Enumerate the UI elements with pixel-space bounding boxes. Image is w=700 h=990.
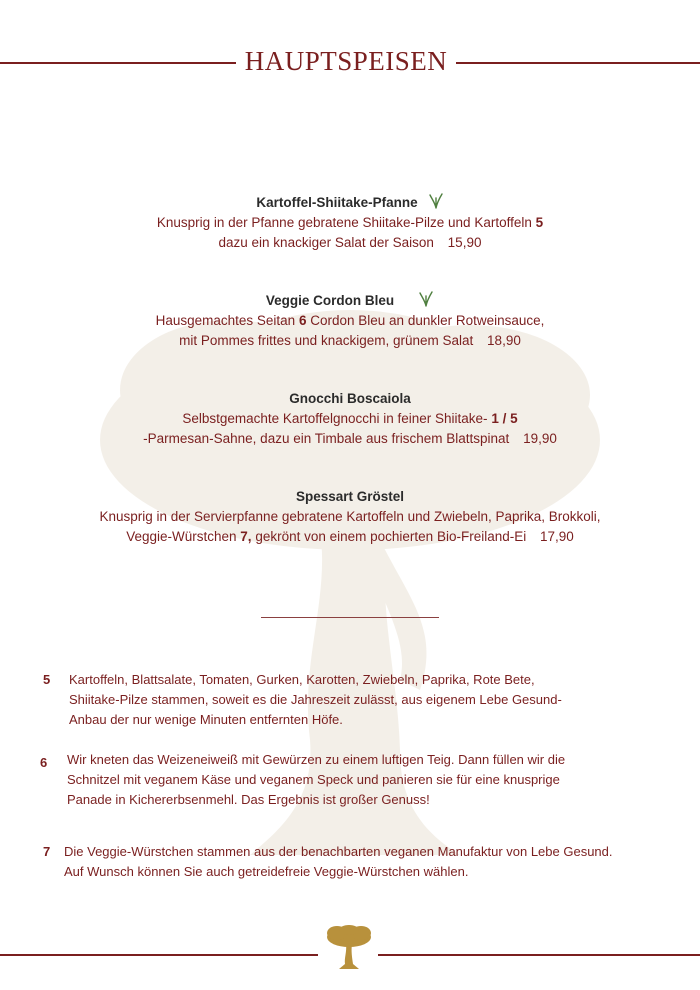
dish-name: Spessart Gröstel	[295, 489, 405, 504]
footer-rule-left	[0, 954, 318, 956]
page-footer	[0, 924, 700, 970]
dish-price: 18,90	[487, 333, 521, 348]
footnote-ref: 7,	[240, 529, 252, 544]
footnote	[43, 842, 673, 884]
section-divider	[261, 617, 439, 618]
dish-description: -Parmesan-Sahne, dazu ein Timbale aus frischem Blattspinat	[143, 431, 510, 446]
dish-name: Kartoffel-Shiitake-Pfanne	[256, 195, 418, 210]
footnote-number: 7	[43, 844, 51, 859]
dish-description: Selbstgemachte Kartoffelgnocchi in feiner Shiitake-	[182, 411, 488, 426]
dish-item	[0, 291, 700, 351]
footnote-line: Kartoffeln, Blattsalate, Tomaten, Gurken, Karotten, Zwiebeln, Paprika, Rote Bete,	[69, 672, 535, 687]
footnote-number: 6	[40, 755, 48, 770]
dish-list	[0, 193, 700, 585]
footer-rule-right	[378, 954, 700, 956]
dish-price: 15,90	[447, 235, 482, 250]
footnote-ref: 6	[298, 313, 307, 328]
footnote-ref: 1 / 5	[491, 411, 518, 426]
dish-description: Knusprig in der Pfanne gebratene Shiitake-Pilze und Kartoffeln	[156, 215, 532, 230]
footnote	[43, 670, 663, 732]
dish-description: Knusprig in der Servierpfanne gebratene Kartoffeln und Zwiebeln, Paprika, Brokkoli,	[99, 509, 601, 524]
dish-description: Cordon Bleu an dunkler Rotweinsauce,	[310, 313, 545, 328]
header-rule-right	[456, 62, 700, 64]
footnote-ref: 5	[535, 215, 544, 230]
page-header	[0, 46, 700, 80]
dish-description: dazu ein knackiger Salat der Saison	[218, 235, 434, 250]
header-rule-left	[0, 62, 236, 64]
footnote-line: Schnitzel mit veganem Käse und veganem Speck und panieren sie für eine knusprige	[67, 772, 560, 787]
dish-description: Veggie-Würstchen	[126, 529, 237, 544]
page-title: HAUPTSPEISEN	[244, 46, 448, 76]
footnote-line: Panade in Kichererbsenmehl. Das Ergebnis ist großer Genuss!	[67, 792, 430, 807]
dish-description: Hausgemachtes Seitan	[155, 313, 296, 328]
footnote	[40, 750, 665, 812]
leaf-icon	[418, 291, 434, 307]
leaf-icon	[428, 193, 444, 209]
dish-item	[0, 487, 700, 547]
footnote-line: Wir kneten das Weizeneiweiß mit Gewürzen zu einem luftigen Teig. Dann füllen wir die	[67, 752, 566, 767]
footnote-line: Anbau der nur wenige Minuten entfernten Höfe.	[69, 712, 343, 727]
olive-tree-icon	[324, 924, 374, 970]
dish-description: gekrönt von einem pochierten Bio-Freiland-Ei	[255, 529, 527, 544]
footnote-line: Auf Wunsch können Sie auch getreidefreie Veggie-Würstchen wählen.	[64, 864, 469, 879]
dish-item	[0, 389, 700, 449]
dish-price: 17,90	[539, 529, 574, 544]
footnote-number: 5	[43, 672, 51, 687]
dish-item	[0, 193, 700, 253]
dish-price: 19,90	[523, 431, 557, 446]
dish-name: Veggie Cordon Bleu	[265, 293, 395, 308]
footnote-line: Die Veggie-Würstchen stammen aus der benachbarten veganen Manufaktur von Lebe Gesund.	[64, 844, 613, 859]
footnote-line: Shiitake-Pilze stammen, soweit es die Jahreszeit zulässt, aus eigenem Lebe Gesund-	[69, 692, 562, 707]
dish-name: Gnocchi Boscaiola	[289, 391, 411, 406]
dish-description: mit Pommes frittes und knackigem, grünem Salat	[179, 333, 474, 348]
